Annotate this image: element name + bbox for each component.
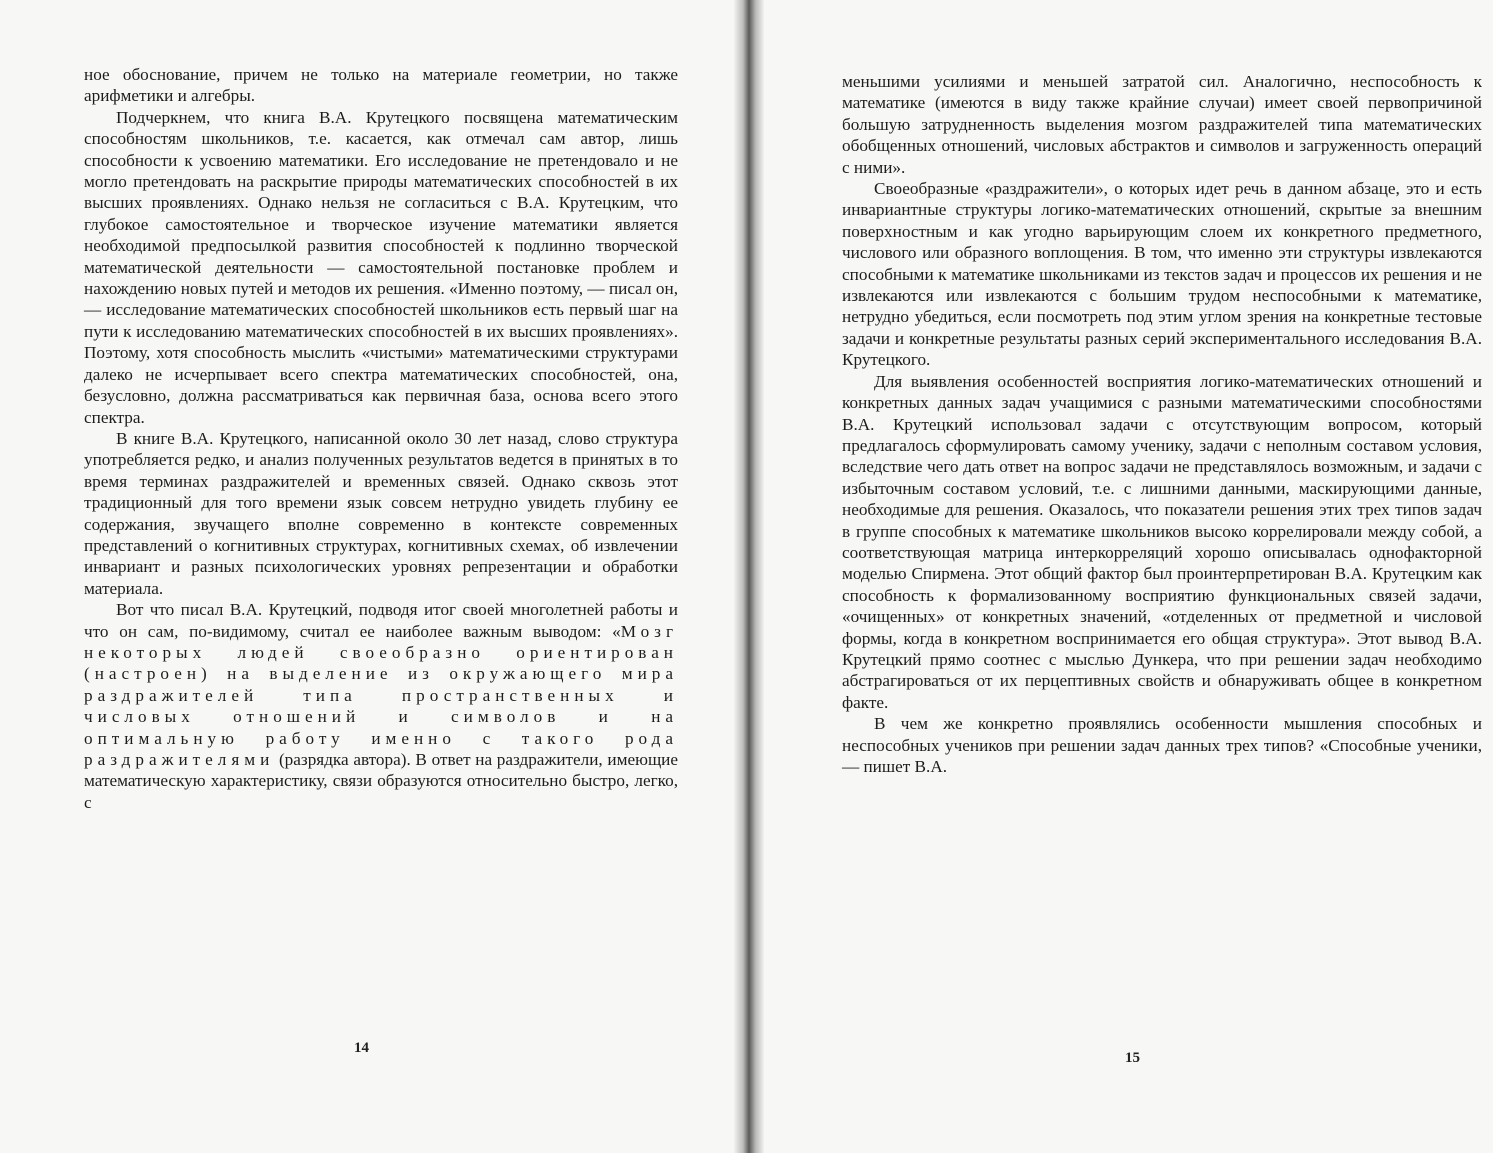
paragraph-text: Вот что писал В.А. Крутецкий, подводя итог своей многолетней работы и что он сам, по-видимому, считал ее наиболее важным выводом: «	[84, 600, 678, 641]
right-page-text	[842, 71, 1482, 777]
paragraph: В чем же конкретно проявлялись особенности мышления способных и неспособных учеников при решении задач данных трех типов? «Способные ученики, — пишет В.А.	[842, 714, 1482, 776]
book-gutter	[734, 0, 764, 1153]
left-page-text	[84, 64, 678, 813]
paragraph: ное обоснование, причем не только на материале геометрии, но также арифметики и алгебры.	[84, 65, 678, 106]
page-number: 15	[1125, 1050, 1140, 1066]
left-page	[0, 0, 742, 1153]
paragraph-text: (разрядка автора). В ответ на раздражители, имеющие математическую характеристику, связи образуются относительно быстро, легко, с	[84, 750, 678, 812]
paragraph	[84, 599, 678, 813]
paragraph: Подчеркнем, что книга В.А. Крутецкого посвящена математическим способностям школьников, т.е. касается, как отмечал сам автор, лишь способности к усвоению математики. Его исследование не претендовало и не могло претендовать на раскрытие природы математических способностей в их высших проявлениях. Однако нельзя не согласиться с В.А. Крутецким, что глубокое самостоятельное и творческое изучение математики является необходимой предпосылкой развития способностей к подлинно творческой математической деятельности — самостоятельной постановке проблем и нахождению новых путей и методов их решения. «Именно поэтому, — писал он, — исследование математических способностей школьников есть первый шаг на пути к исследованию математических способностей в их высших проявлениях». Поэтому, хотя способность мыслить «чистыми» математическими структурами далеко не исчерпывает всего спектра математических способностей, она, безусловно, должна рассматриваться как первичная база, основа всего этого спектра.	[84, 107, 678, 427]
paragraph: Для выявления особенностей восприятия логико-математических отношений и конкретных данных задач учащимися с разными математическими способностями В.А. Крутецкий использовал задачи с отсутствующим вопросом, который предлагалось сформулировать самому ученику, задачи с неполным составом условия, вследствие чего дать ответ на вопрос задачи не представлялось возможным, и задачи с избыточным составом условий, т.е. с лишними данными, маскирующими данные, необходимые для решения. Оказалось, что показатели решения этих трех типов задач в группе способных к математике школьников высоко коррелировали между собой, а соответствующая матрица интеркорреляций хорошо описывалась однофакторной моделью Спирмена. Этот общий фактор был проинтерпретирован В.А. Крутецким как способность к формализованному восприятию функциональных связей задачи, «очищенных» от конкретных значений, «отделенных от предметной и числовой формы, когда в конкретном воспринимается его общая структура». Этот вывод В.А. Крутецкий прямо соотнес с мыслью Дункера, что при решении задач необходимо абстрагироваться от их перцептивных свойств и обнаруживать общее в конкретном факте.	[842, 371, 1482, 712]
paragraph: В книге В.А. Крутецкого, написанной около 30 лет назад, слово структура употребляется редко, и анализ полученных результатов ведется в принятых в то время терминах раздражителей и временных связей. Однако сквозь этот традиционный для того времени язык совсем нетрудно увидеть глубину ее содержания, звучащего вполне современно в контексте современных представлений о когнитивных структурах, когнитивных схемах, об извлечении инвариант и разных психологических уровнях репрезентации и обработки материала.	[84, 428, 678, 598]
paragraph: меньшими усилиями и меньшей затратой сил. Аналогично, неспособность к математике (имеются в виду также крайние случаи) имеет своей первопричиной большую затрудненность выделения мозгом раздражителей типа математических обобщенных отношений, числовых абстрактов и символов и загруженность операций с ними».	[842, 72, 1482, 177]
spaced-quote: Мозг некоторых людей своеобразно ориентирован (настроен) на выделение из окружающего мира раздражителей типа пространственных и числовых отношений и символов и на оптимальную работу именно с такого рода раздражителями	[84, 621, 678, 769]
right-page	[752, 0, 1493, 1153]
paragraph: Своеобразные «раздражители», о которых идет речь в данном абзаце, это и есть инвариантные структуры логико-математических отношений, скрытые за внешним поверхностным и как угодно варьирующим слоем их конкретного предметного, числового или образного воплощения. В том, что именно эти структуры извлекаются способными к математике школьниками из текстов задач и процессов их решения и не извлекаются или извлекаются с большим трудом неспособными к математике, нетрудно убедиться, если посмотреть под этим углом зрения на конкретные тестовые задачи и конкретные результаты разных серий экспериментального исследования В.А. Крутецкого.	[842, 179, 1482, 370]
page-number: 14	[354, 1040, 369, 1056]
